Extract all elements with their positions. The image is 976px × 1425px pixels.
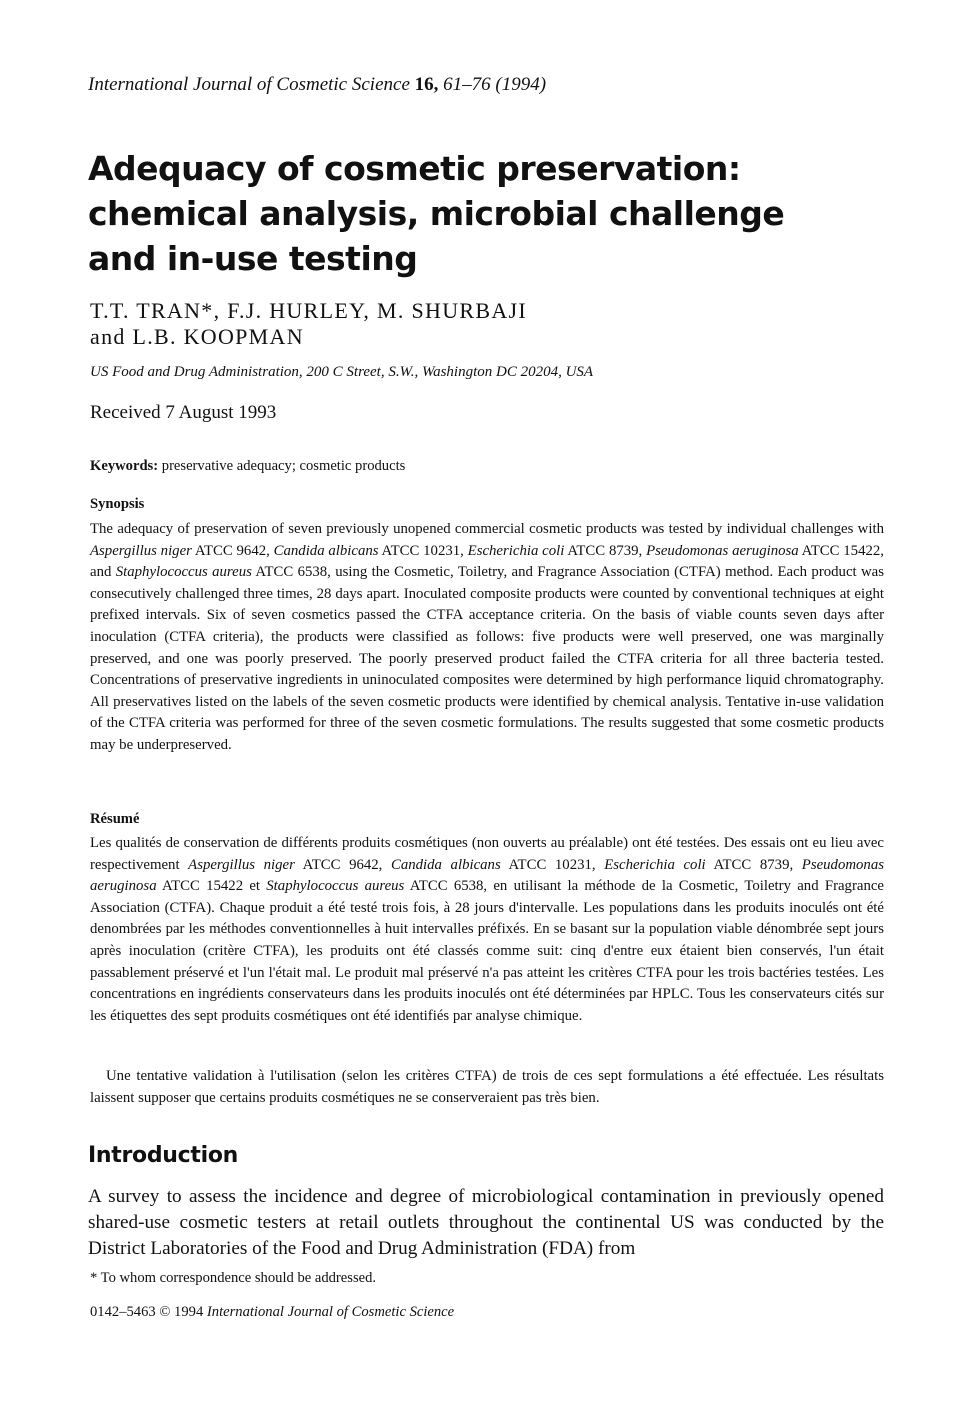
synopsis-text <box>90 519 884 757</box>
organism-name: Escherichia coli <box>467 542 565 559</box>
organism-name: Staphylococcus aureus <box>115 564 252 581</box>
journal-citation <box>88 74 546 96</box>
authors-line-2: and L.B. KOOPMAN <box>90 324 304 349</box>
organism-name: Staphylococcus aureus <box>266 878 405 895</box>
title-line-1: Adequacy of cosmetic preservation: <box>88 149 741 188</box>
received-date: Received 7 August 1993 <box>90 402 277 423</box>
affiliation: US Food and Drug Administration, 200 C Street, S.W., Washington DC 20204, USA <box>90 364 594 380</box>
introduction-heading: Introduction <box>88 1143 239 1168</box>
author-list <box>90 298 527 350</box>
organism-name: Candida albicans <box>273 542 379 559</box>
footnote: * To whom correspondence should be addressed. <box>90 1270 377 1286</box>
keywords <box>90 458 405 475</box>
organism-name: Pseudomonas aeruginosa <box>646 542 799 559</box>
resume-paragraph-2: Une tentative validation à l'utilisation (selon les critères CTFA) de trois de ces sept formulations a été effectuée. Les résultats laissent supposer que certains produits cosmétiques ne se conserveraient pas très bien. <box>90 1068 884 1106</box>
resume-text <box>90 833 884 1027</box>
keywords-text: preservative adequacy; cosmetic products <box>161 458 406 474</box>
resume-run: ATCC 15422 et <box>156 878 267 895</box>
organism-name: Candida albicans <box>390 856 501 873</box>
paper-title <box>88 146 848 281</box>
copyright-text: 0142–5463 © 1994 <box>90 1304 204 1320</box>
synopsis-run: ATCC 8739, <box>564 542 647 559</box>
organism-name: Aspergillus niger <box>90 542 192 559</box>
copyright-journal: International Journal of Cosmetic Science <box>206 1304 455 1320</box>
resume-run: ATCC 9642, <box>294 856 391 873</box>
journal-pages-year: 61–76 (1994) <box>443 74 547 95</box>
resume-run: ATCC 10231, <box>500 856 605 873</box>
introduction-text: A survey to assess the incidence and degree of microbiological contamination in previously opened shared-use cosmetic testers at retail outlets throughout the continental US was conducted by the District Laboratories of the Food and Drug Administration (FDA) from <box>88 1186 884 1259</box>
copyright-line <box>90 1304 454 1321</box>
synopsis-run: ATCC 15422, and <box>90 542 884 581</box>
authors-line-1: T.T. TRAN*, F.J. HURLEY, M. SHURBAJI <box>90 298 528 323</box>
resume-run: Les qualités de conservation de différents produits cosmétiques (non ouverts au préalable) ont été testées. Des essais ont eu lieu avec respectivement <box>90 835 884 873</box>
journal-volume: 16, <box>414 74 439 95</box>
journal-name: International Journal of Cosmetic Science <box>88 74 410 95</box>
organism-name: Aspergillus niger <box>188 856 295 873</box>
synopsis-run: ATCC 10231, <box>378 542 468 559</box>
organism-name: Escherichia coli <box>604 856 706 873</box>
synopsis-run: ATCC 6538, using the Cosmetic, Toiletry, and Fragrance Association (CTFA) method. Each product was consecutively challenged three times, 28 days apart. Inoculated composite products were counted by conventional techniques at eight prefixed intervals. Six of seven cosmetics passed the CTFA acceptance criteria. On the basis of viable counts seven days after inoculation (CTFA criteria), the products were classified as follows: five products were well preserved, one was marginally preserved, and one was poorly preserved. The poorly preserved product failed the CTFA criteria for all three bacteria tested. Concentrations of preservative ingredients in uninoculated composites were determined by high performance liquid chromatography. All preservatives listed on the labels of the seven cosmetic products were identified by chemical analysis. Tentative in-use validation of the CTFA criteria was performed for three of the seven cosmetic formulations. The results suggested that some cosmetic products may be underpreserved. <box>90 564 884 753</box>
title-line-2: chemical analysis, microbial challenge <box>88 194 785 233</box>
synopsis-run: ATCC 9642, <box>191 542 274 559</box>
title-line-3: and in-use testing <box>88 239 418 278</box>
keywords-label: Keywords: <box>90 458 159 474</box>
resume-run: ATCC 6538, en utilisant la méthode de la Cosmetic, Toiletry and Fragrance Association (CTFA). Chaque produit a été testé trois fois, à 28 jours d'intervalle. Les populations dans les produits inoculés ont été denombrées par les méthodes conventionnelles à huit intervalles préfixés. En se basant sur la population viable dénombrée sept jours après inoculation (critère CTFA), les produits ont été classés comme suit: cinq d'entre eux étaient bien conservés, l'un était passablement préservé et l'un l'était mal. Le produit mal préservé n'a pas atteint les critères CTFA pour les trois bactéries testées. Les concentrations en ingrédients conservateurs dans les produits inoculés ont été déterminées par HPLC. Tous les conservateurs cités sur les étiquettes des sept produits cosmétiques ont été identifiés par analyse chimique. <box>90 878 884 1024</box>
resume-heading: Résumé <box>90 811 140 827</box>
synopsis-heading: Synopsis <box>90 496 145 512</box>
resume-run: ATCC 8739, <box>705 856 802 873</box>
organism-name: Pseudomonas aeruginosa <box>90 856 884 895</box>
synopsis-run: The adequacy of preservation of seven previously unopened commercial cosmetic products was tested by individual challenges with <box>90 521 884 537</box>
